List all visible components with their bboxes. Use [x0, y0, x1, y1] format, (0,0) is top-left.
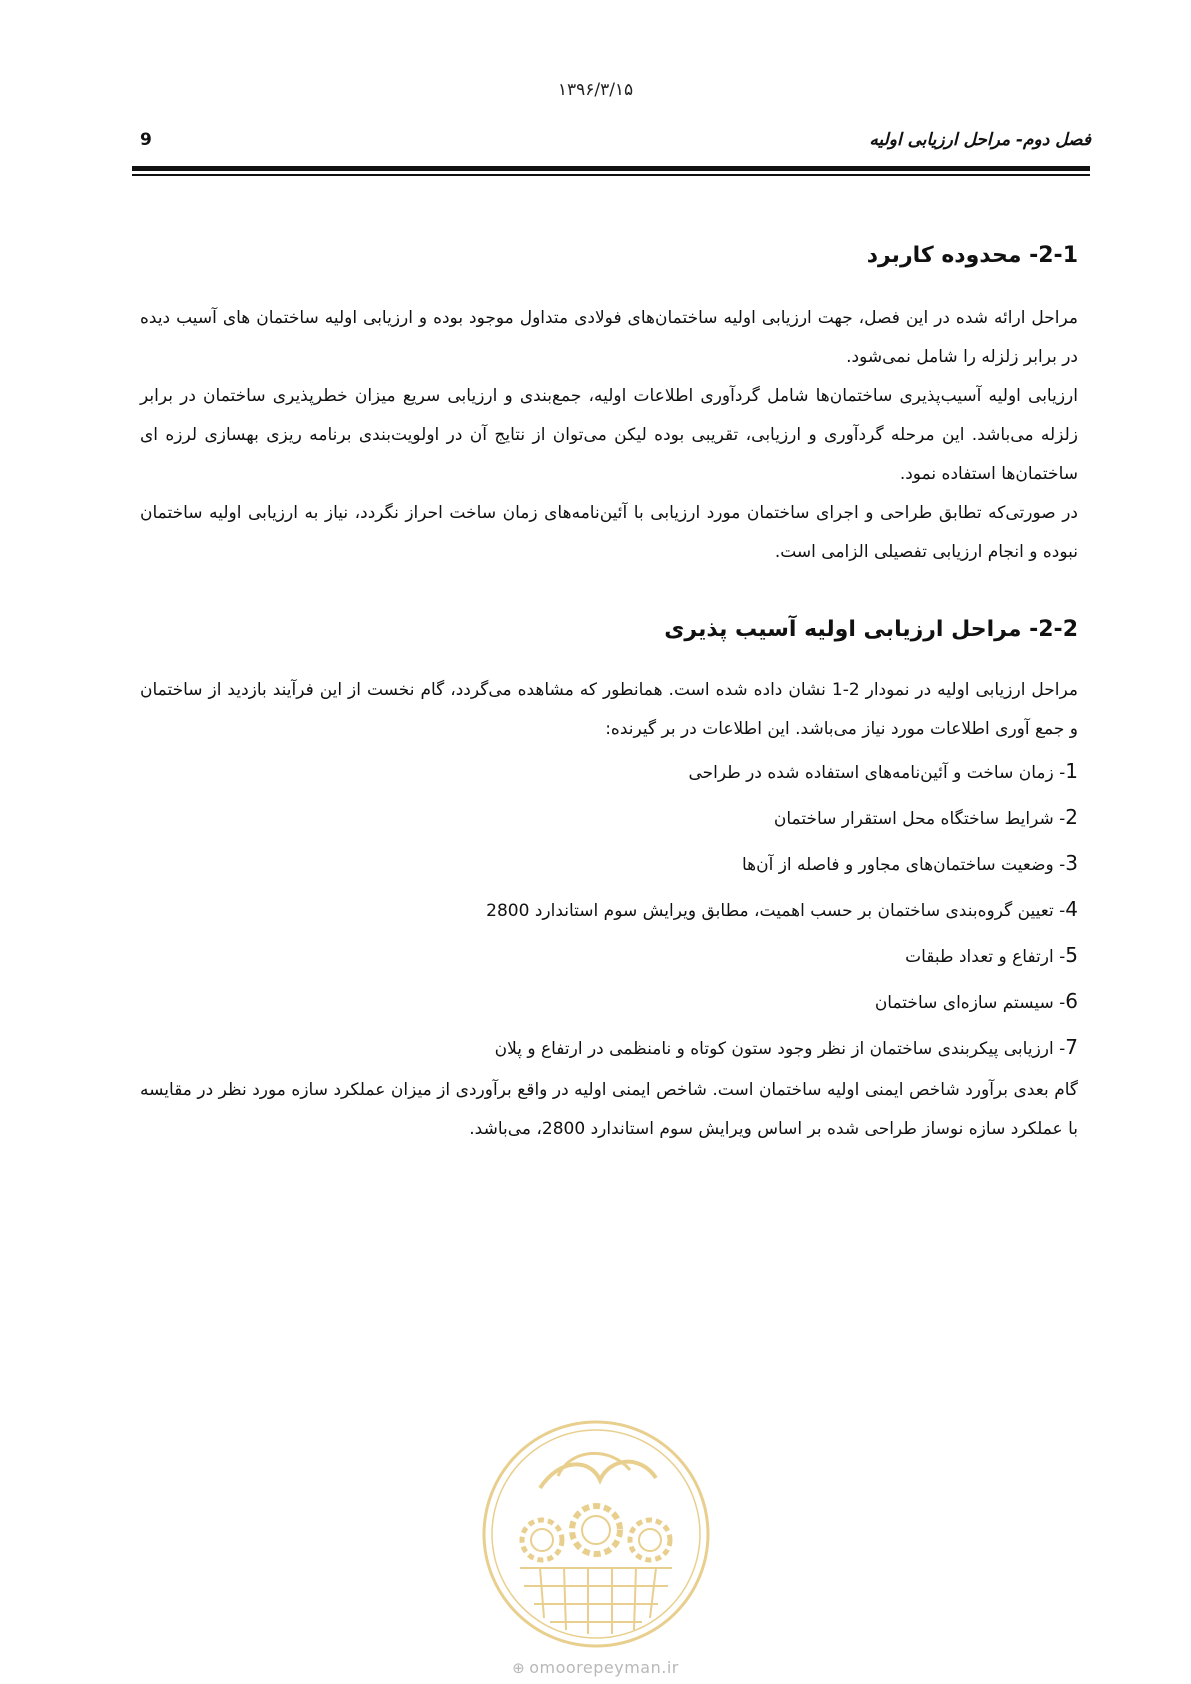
header-rule-thin — [132, 174, 1090, 176]
list-item — [140, 749, 1078, 795]
list-item — [140, 933, 1078, 979]
list-number: 5 — [1065, 943, 1078, 967]
website-url: omoorepeyman.ir — [529, 1658, 679, 1677]
list-text: - زمان ساخت و آئین‌نامه‌های استفاده شده در طراحی — [688, 763, 1066, 783]
list-text: - سیستم سازه‌ای ساختمان — [874, 993, 1066, 1013]
list-text: - وضعیت ساختمان‌های مجاور و فاصله از آن‌ها — [741, 855, 1066, 875]
main-content — [140, 236, 1078, 1149]
section-heading-assessment-steps: 2-2- مراحل ارزیابی اولیه آسیب پذیری — [664, 617, 1078, 642]
globe-icon: ⊕ — [512, 1659, 526, 1677]
list-item — [140, 841, 1078, 887]
watermark-seal-logo — [480, 1418, 712, 1650]
chapter-title: فصل دوم- مراحل ارزیابی اولیه — [869, 130, 1091, 150]
website-footer — [0, 1658, 1191, 1677]
list-item — [140, 979, 1078, 1025]
list-text: - ارزیابی پیکربندی ساختمان از نظر وجود ستون کوتاه و نامنظمی در ارتفاع و پلان — [494, 1039, 1066, 1059]
paragraph: گام بعدی برآورد شاخص ایمنی اولیه ساختمان است. شاخص ایمنی اولیه در واقع برآوردی از میزان عملکرد سازه مورد نظر در مقایسه با عملکرد سازه نوساز طراحی شده بر اساس ویرایش سوم استاندارد 2800، می‌باشد. — [140, 1080, 1078, 1139]
paragraph: مراحل ارائه شده در این فصل، جهت ارزیابی اولیه ساختمان‌های فولادی متداول موجود بوده و ارزیابی اولیه ساختمان های آسیب دیده در برابر زلزله را شامل نمی‌شود. — [140, 308, 1078, 367]
list-item — [140, 795, 1078, 841]
list-item — [140, 887, 1078, 933]
list-item — [140, 1025, 1078, 1071]
list-number: 3 — [1065, 851, 1078, 875]
header-rule-thick — [132, 166, 1090, 171]
paragraph: ارزیابی اولیه آسیب‌پذیری ساختمان‌ها شامل گردآوری اطلاعات اولیه، جمع‌بندی و ارزیابی سریع میزان خطرپذیری ساختمان در برابر زلزله می‌باشد. این مرحله گردآوری و ارزیابی، تقریبی بوده لیکن می‌توان از نتایج آن در اولویت‌بندی برنامه ریزی بهسازی لرزه ای ساختمان‌ها استفاده نمود. — [140, 386, 1078, 484]
page-date: ۱۳۹۶/۳/۱۵ — [557, 80, 634, 100]
steps-list — [140, 749, 1078, 1071]
list-number: 1 — [1065, 759, 1078, 783]
list-text: - شرایط ساختگاه محل استقرار ساختمان — [773, 809, 1066, 829]
section-heading-scope: 2-1- محدوده کاربرد — [866, 243, 1078, 268]
list-text: - تعیین گروه‌بندی ساختمان بر حسب اهمیت، مطابق ویرایش سوم استاندارد 2800 — [486, 901, 1066, 921]
list-text: - ارتفاع و تعداد طبقات — [905, 947, 1066, 967]
page-number: 9 — [140, 130, 152, 150]
list-number: 4 — [1065, 897, 1078, 921]
list-number: 7 — [1065, 1035, 1078, 1059]
list-number: 2 — [1065, 805, 1078, 829]
paragraph: مراحل ارزیابی اولیه در نمودار 2-1 نشان داده شده است. همانطور که مشاهده می‌گردد، گام نخست از این فرآیند بازدید از ساختمان و جمع آوری اطلاعات مورد نیاز می‌باشد. این اطلاعات در بر گیرنده: — [140, 680, 1078, 739]
list-number: 6 — [1065, 989, 1078, 1013]
paragraph: در صورتی‌که تطابق طراحی و اجرای ساختمان مورد ارزیابی با آئین‌نامه‌های زمان ساخت احراز نگردد، نیاز به ارزیابی اولیه ساختمان نبوده و انجام ارزیابی تفصیلی الزامی است. — [140, 503, 1078, 562]
